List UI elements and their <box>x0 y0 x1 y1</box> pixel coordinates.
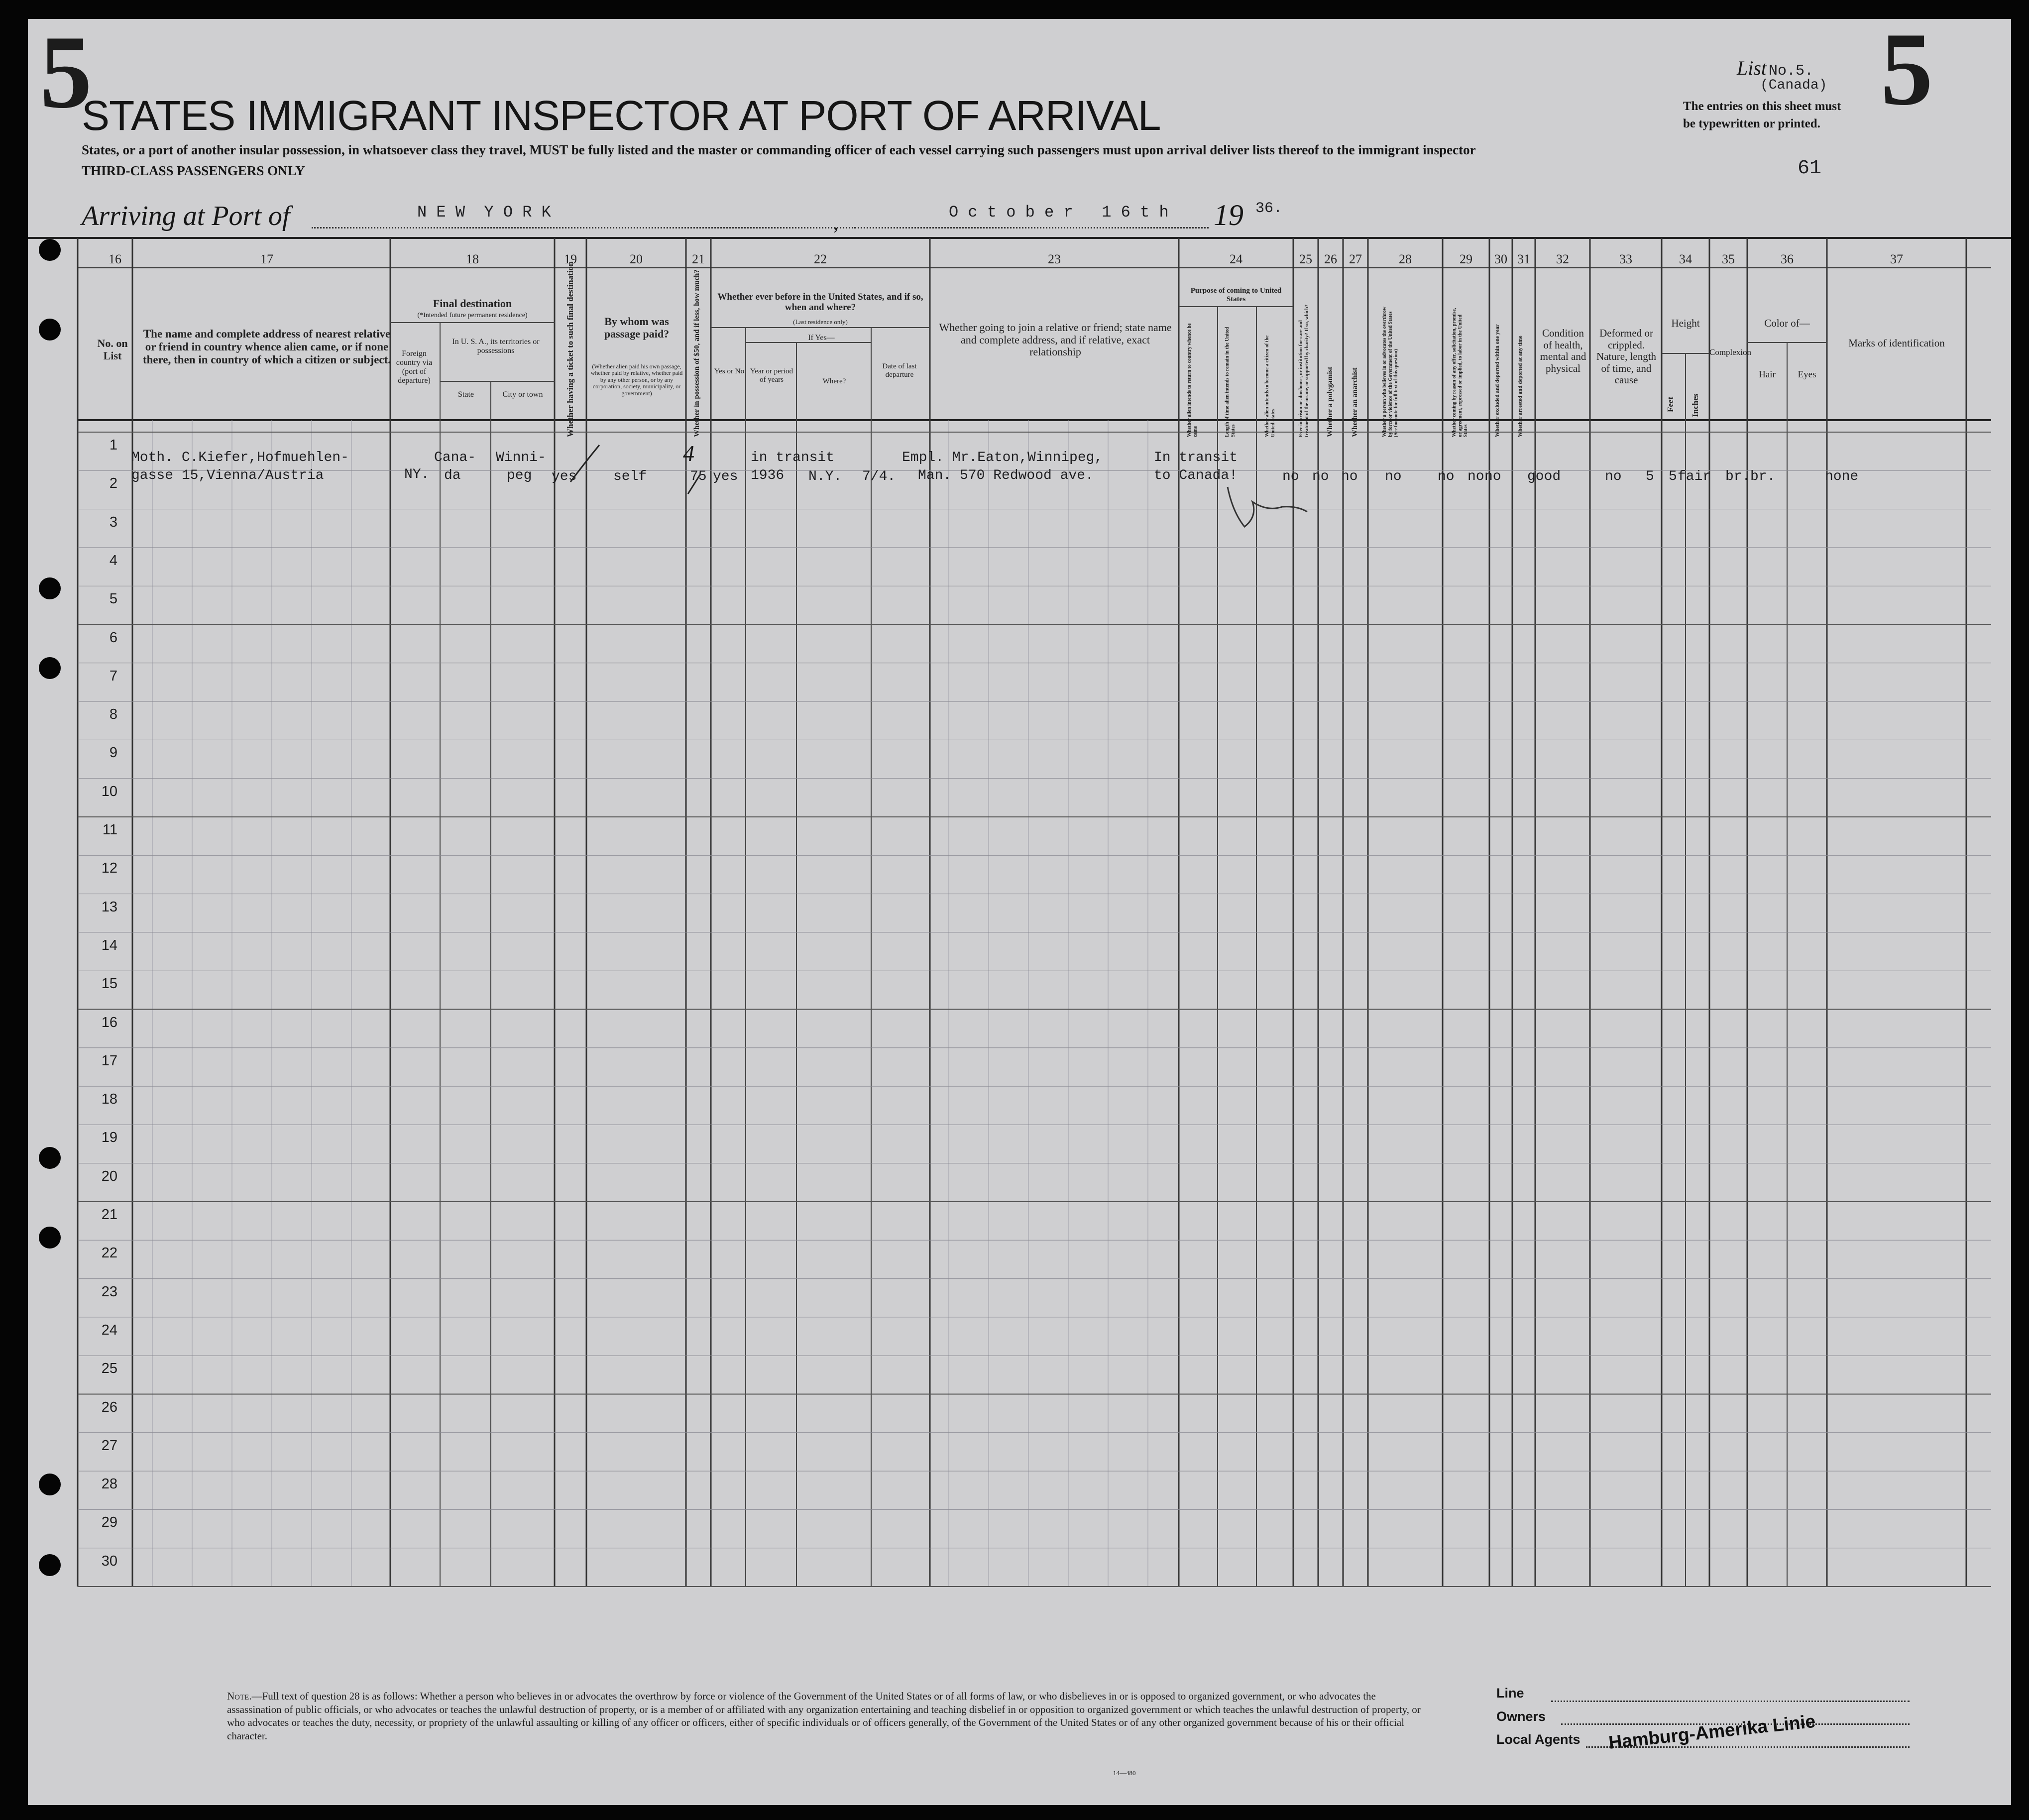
binder-hole <box>39 1554 61 1576</box>
row-number: 21 <box>101 1207 117 1223</box>
binder-hole <box>39 1474 61 1495</box>
col-20-number: 20 <box>630 252 643 266</box>
last-departure-value: 7/4. <box>862 469 896 484</box>
col-18-usa: In U. S. A., its territories or possessions <box>452 338 540 355</box>
col-35-label: Complexion <box>1709 347 1752 357</box>
col-27-label: Whether an anarchist <box>1351 367 1359 437</box>
row-number: 17 <box>101 1052 117 1069</box>
col-32-number: 32 <box>1556 252 1569 266</box>
period-line-1: in transit <box>751 450 835 465</box>
typewritten-note-line-2: be typewritten or printed. <box>1683 117 1820 130</box>
col-16-label: No. on List <box>97 337 128 362</box>
corner-number-right: 5 <box>1881 11 1933 127</box>
ticket-value: yes <box>552 469 577 484</box>
list-number: No.5. <box>1769 63 1814 80</box>
row-number: 16 <box>101 1014 117 1030</box>
col-28-number: 28 <box>1399 252 1412 266</box>
q28-value: no <box>1385 469 1402 484</box>
q29-value: no <box>1438 469 1455 484</box>
col-34-label: Height <box>1671 317 1700 329</box>
money-value: 75 <box>690 469 707 484</box>
col-36-eyes: Eyes <box>1798 369 1816 380</box>
foreign-via: NY. <box>404 467 430 482</box>
height-inches-value: 5 <box>1669 469 1677 484</box>
relative-address-line-1: Moth. C.Kiefer,Hofmuehlen- <box>131 450 349 465</box>
join-line-2: Man. 570 Redwood ave. <box>918 468 1094 484</box>
col-29-number: 29 <box>1460 252 1472 266</box>
manifest-sheet <box>28 11 2011 1805</box>
col-17-label: The name and complete address of nearest relative or friend in country whence alien came, or if none there, then in country of which a citizen or subject. <box>142 328 391 366</box>
binder-hole <box>39 319 61 341</box>
col-30-label: Whether excluded and deported within one year <box>1494 324 1500 437</box>
col-30-number: 30 <box>1494 252 1507 266</box>
row-number: 12 <box>101 860 117 877</box>
row-number: 26 <box>101 1399 117 1415</box>
col-31-number: 31 <box>1517 252 1530 266</box>
arriving-label: Arriving at Port of <box>82 201 290 231</box>
row-number: 29 <box>101 1514 117 1531</box>
row-number: 4 <box>109 552 117 569</box>
q30-value: no <box>1467 469 1484 484</box>
marks-value: none <box>1825 469 1859 484</box>
year-prefix: 19 <box>1214 199 1243 231</box>
col-25-label: Ever in prison or almshouse, or institution for care and treatment of the insane, or supported by charity? If so, which? <box>1298 304 1310 437</box>
col-20-sublabel: (Whether alien paid his own passage, whether paid by relative, whether paid by any other person, or by any corporation, society, municipality, or government) <box>590 363 683 397</box>
eyes-value: br. <box>1750 469 1776 484</box>
col-24-number: 24 <box>1230 252 1242 266</box>
money-strike-mark <box>685 472 705 497</box>
row-number: 8 <box>109 706 117 723</box>
col-19-label: Whether having a ticket to such final destination <box>565 261 575 437</box>
col-17-number: 17 <box>260 252 273 266</box>
binder-hole <box>39 577 61 599</box>
col-24-v3: Whether alien intends to become a citizen of the United States <box>1264 335 1276 437</box>
money-handwritten-correction: 4 <box>683 441 694 466</box>
col-18-sublabel: (*Intended future permanent residence) <box>417 312 528 319</box>
col-24-v1: Whether alien intends to return to country whence he came <box>1187 323 1198 437</box>
row-number: 7 <box>109 668 117 684</box>
row-number: 22 <box>101 1245 117 1261</box>
col-29-label: Whether coming by reason of any offer, solicitation, promise, or agreement, expressed or implied, to labor in the United States <box>1452 308 1468 437</box>
col-24-v2: Length of time alien intends to remain in the United States <box>1225 327 1236 437</box>
col-22-label: Whether ever before in the United States, and if so, when and where? <box>717 292 923 313</box>
height-feet-value: 5 <box>1646 469 1654 484</box>
col-35-number: 35 <box>1722 252 1735 266</box>
footnote-label: Note. <box>227 1690 252 1702</box>
col-32-label: Condition of health, mental and physical <box>1540 327 1586 374</box>
complexion-value: fair <box>1678 469 1711 484</box>
row-number: 19 <box>101 1130 117 1146</box>
row-number: 13 <box>101 899 117 915</box>
binder-hole <box>39 239 61 261</box>
row-number: 30 <box>101 1553 117 1569</box>
col-22-number: 22 <box>814 252 827 266</box>
hair-value: br. <box>1725 469 1751 484</box>
col-27-number: 27 <box>1349 252 1362 266</box>
row-number: 5 <box>109 591 117 607</box>
col-26-label: Whether a polygamist <box>1326 366 1334 437</box>
row-number: 14 <box>101 937 117 953</box>
footnote-text: —Full text of question 28 is as follows: Whether a person who believes in or advocates the overthrow by force or violence of the Government of the United States or of all forms of law, or who disbelieves in or is opposed to organized government, or who advocates the assassination of public officials, or who advocates or teaches the unlawful destruction of property, or is a member of or affiliated with any organization entertaining and teaching disbelief in or opposition to organized government or which teaches the unlawful destruction of property, or who advocates or teaches the duty, necessity, or propriety of the unlawful assaulting or killing of any officer or officers, either of specific individuals or of officers generally, of the Government of the United States or of any other organized government because of his or their official character. <box>227 1690 1421 1742</box>
paid-by-value: self <box>613 469 647 484</box>
col-20-label: By whom was passage paid? <box>604 315 670 340</box>
q26-value: no <box>1312 469 1329 484</box>
signature-block <box>1496 1682 1580 1751</box>
destination-state-line-1: Cana- <box>434 450 476 465</box>
ticket-checkmark <box>565 442 605 487</box>
relative-address <box>131 449 349 485</box>
row-number: 28 <box>101 1476 117 1492</box>
col-18-state: State <box>458 390 474 399</box>
destination-city-line-1: Winni- <box>496 450 546 465</box>
local-agents-label: Local Agents <box>1496 1732 1580 1747</box>
agent-stamp: Hamburg-Amerika Linie <box>1607 1710 1816 1753</box>
footnote <box>227 1690 1422 1743</box>
q27-value: no <box>1341 469 1358 484</box>
col-33-number: 33 <box>1619 252 1632 266</box>
join-relative <box>902 449 1103 485</box>
row-number: 10 <box>101 783 117 799</box>
col-22-where: Where? <box>822 377 846 385</box>
col-28-label: Whether a person who believes in or advocates the overthrow by force or violence of the Government of the United States (See footnote for full text of this question) <box>1382 307 1399 437</box>
col-33-label: Deformed or crippled. Nature, length of time, and cause <box>1596 327 1657 386</box>
row-number: 15 <box>101 976 117 992</box>
q25-value: no <box>1282 469 1299 484</box>
col-36-hair: Hair <box>1759 369 1776 380</box>
col-31-label: Whether arrested and deported at any time <box>1517 336 1523 437</box>
col-22-ifyes: If Yes— <box>808 334 835 342</box>
deformed-value: no <box>1605 469 1622 484</box>
col-18-foreign: Foreign country via (port of departure) <box>396 349 433 385</box>
class-line: THIRD-CLASS PASSENGERS ONLY <box>82 163 305 178</box>
col-18-number: 18 <box>466 252 479 266</box>
intro-line: States, or a port of another insular possession, in whatsoever class they travel, MUST be fully listed and the master or commanding officer of each vessel carrying such passengers must upon arrival deliver lists thereof to the immigrant inspector <box>82 142 1476 157</box>
col-26-number: 26 <box>1324 252 1337 266</box>
col-34-feet: Feet <box>1666 396 1675 412</box>
col-18-city: City or town <box>502 390 543 399</box>
manifest-table-grid <box>28 11 2011 1805</box>
form-number: 14—480 <box>1113 1769 1136 1777</box>
col-21-number: 21 <box>692 252 705 266</box>
row-number: 18 <box>101 1091 117 1108</box>
col-18-label: Final destination <box>433 297 512 310</box>
col-22-last-departure: Date of last departure <box>882 362 917 379</box>
row-number: 27 <box>101 1437 117 1454</box>
col-25-number: 25 <box>1299 252 1312 266</box>
row-number: 20 <box>101 1168 117 1184</box>
row-number: 2 <box>109 475 117 492</box>
before-in-us: yes <box>713 469 738 484</box>
join-line-1: Empl. Mr.Eaton,Winnipeg, <box>902 450 1103 465</box>
list-country: (Canada) <box>1760 78 1827 93</box>
date-value: O c t o b e r 1 6 t h <box>949 203 1169 222</box>
destination-city-line-2: peg <box>507 468 532 484</box>
col-23-label: Whether going to join a relative or friend; state name and complete address, and if relative, exact relationship <box>939 321 1172 358</box>
binder-hole <box>39 657 61 679</box>
col-16-number: 16 <box>109 252 121 266</box>
where-value: N.Y. <box>808 469 842 484</box>
binder-hole <box>39 1227 61 1249</box>
col-34-inches: Inches <box>1691 393 1700 417</box>
owners-label: Owners <box>1496 1708 1546 1724</box>
destination-state-line-2: da <box>444 468 461 484</box>
handwritten-initials <box>1223 482 1312 537</box>
typewritten-note-line-1: The entries on this sheet must <box>1683 100 1841 113</box>
binder-hole <box>39 1147 61 1169</box>
port-value: N E W Y O R K <box>417 203 551 222</box>
col-24-label: Purpose of coming to United States <box>1190 287 1282 303</box>
destination-state <box>434 449 476 485</box>
purpose-line-2: to Canada! <box>1154 468 1238 484</box>
col-19-number: 19 <box>564 252 577 266</box>
row-number: 25 <box>101 1361 117 1377</box>
destination-city <box>496 449 546 485</box>
row-number: 24 <box>101 1322 117 1338</box>
purpose-value <box>1154 449 1238 485</box>
page-title: STATES IMMIGRANT INSPECTOR AT PORT OF ARRIVAL <box>82 92 1161 139</box>
list-label: List <box>1737 57 1767 79</box>
col-34-number: 34 <box>1679 252 1692 266</box>
relative-address-line-2: gasse 15,Vienna/Austria <box>131 468 324 484</box>
row-number: 23 <box>101 1283 117 1300</box>
q31-value: no <box>1484 469 1501 484</box>
col-22-yesno: Yes or No <box>714 367 745 375</box>
health-value: good <box>1527 469 1561 484</box>
comma: , <box>833 212 838 234</box>
col-36-number: 36 <box>1781 252 1794 266</box>
col-36-label: Color of— <box>1764 317 1810 329</box>
period-line-2: 1936 <box>751 468 785 484</box>
line-underline <box>1551 1701 1910 1702</box>
row-number: 9 <box>109 745 117 761</box>
col-37-label: Marks of identification <box>1848 337 1945 349</box>
col-21-label: Whether in possession of $50, and if less, how much? <box>693 269 701 437</box>
col-37-number: 37 <box>1890 252 1903 266</box>
purpose-line-1: In transit <box>1154 450 1238 465</box>
col-23-number: 23 <box>1048 252 1061 266</box>
corner-number-left: 5 <box>40 14 92 130</box>
row-number: 1 <box>109 437 117 453</box>
line-label: Line <box>1496 1686 1524 1701</box>
col-22-sublabel: (Last residence only) <box>793 318 848 326</box>
row-number: 11 <box>102 822 117 838</box>
col-22-period: Year or period of years <box>750 367 793 384</box>
row-number: 3 <box>109 514 117 530</box>
year-suffix: 36. <box>1255 200 1283 217</box>
row-number: 6 <box>109 629 117 646</box>
page-number: 61 <box>1798 157 1822 180</box>
